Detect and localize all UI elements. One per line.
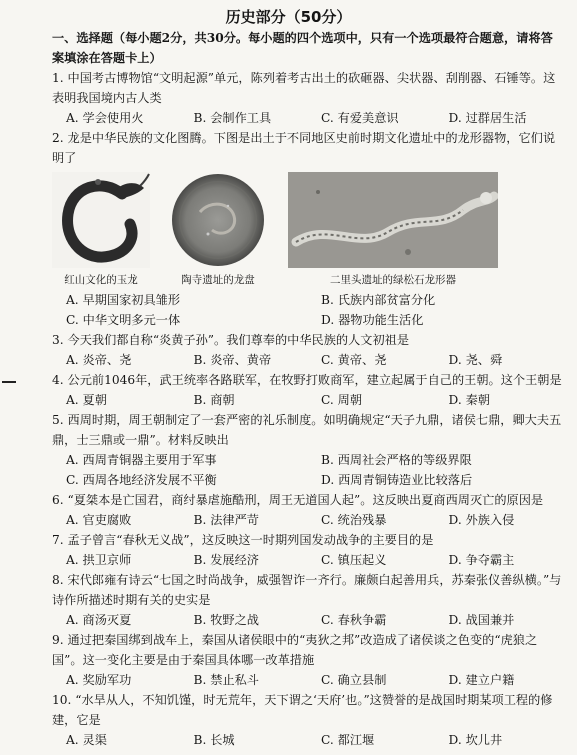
question-2-figures xyxy=(52,172,562,290)
option-c[interactable]: C. 有爱美意识 xyxy=(321,111,399,125)
option-d[interactable]: D. 尧、舜 xyxy=(448,353,503,367)
option-c[interactable]: C. 黄帝、尧 xyxy=(321,353,387,367)
option-d[interactable]: D. 外族入侵 xyxy=(448,513,515,527)
option-a[interactable]: A. 炎帝、尧 xyxy=(66,353,132,367)
figure-jade-dragon xyxy=(52,172,150,290)
option-b[interactable]: B. 会制作工具 xyxy=(193,111,272,125)
question-9-stem: 9. 通过把秦国绑到战车上，秦国从诸侯眼中的“夷狄之邦”改造成了诸侯谈之色变的“虎狼之国”。这一变化主要是由于秦国具体哪一改革措施 xyxy=(52,633,538,667)
question-2-options xyxy=(52,290,562,330)
option-c[interactable]: C. 周朝 xyxy=(321,393,363,407)
option-b[interactable]: B. 禁止私斗 xyxy=(193,673,259,687)
option-d[interactable]: D. 争夺霸主 xyxy=(448,553,515,567)
question-6-stem: 6. “夏桀本是亡国君，商纣暴虐施酷刑，周王无道国人起”。这反映出夏商西周灭亡的原因是 xyxy=(52,493,544,507)
question-5-stem: 5. 西周时期，周王朝制定了一套严密的礼乐制度。如明确规定“天子九鼎，诸侯七鼎，卿大夫五鼎，士三鼎或一鼎”。材料反映出 xyxy=(52,413,562,447)
option-b[interactable]: B. 发展经济 xyxy=(193,553,259,567)
caption-dragon-plate: 陶寺遗址的龙盘 xyxy=(181,274,255,286)
question-list xyxy=(52,28,562,750)
caption-turquoise-dragon: 二里头遗址的绿松石龙形器 xyxy=(330,274,456,286)
figure-turquoise-dragon xyxy=(288,172,498,290)
turquoise-dragon-image xyxy=(288,172,498,268)
option-c[interactable]: C. 镇压起义 xyxy=(321,553,387,567)
question-6-options xyxy=(52,510,562,530)
question-2-stem: 2. 龙是中华民族的文化图腾。下图是出土于不同地区史前时期文化遗址中的龙形器物，它们说明了 xyxy=(52,131,556,165)
question-5-options xyxy=(52,450,562,490)
option-b[interactable]: B. 牧野之战 xyxy=(193,613,259,627)
option-b[interactable]: B. 长城 xyxy=(193,733,235,747)
option-d[interactable]: D. 器物功能生活化 xyxy=(321,313,424,327)
option-a[interactable]: A. 夏朝 xyxy=(66,393,107,407)
option-c[interactable]: C. 都江堰 xyxy=(321,733,375,747)
option-d[interactable]: D. 战国兼并 xyxy=(448,613,515,627)
dragon-plate-image xyxy=(170,172,266,268)
question-4-options xyxy=(52,390,562,410)
question-1-stem: 1. 中国考古博物馆“文明起源”单元，陈列着考古出土的砍砸器、尖状器、刮削器、石锤等。这表明我国境内古人类 xyxy=(52,71,556,105)
question-3-stem: 3. 今天我们都自称“炎黄子孙”。我们尊奉的中华民族的人文初祖是 xyxy=(52,333,410,347)
question-1-options xyxy=(52,108,562,128)
question-7-stem: 7. 孟子曾言“春秋无义战”，这反映这一时期列国发动战争的主要目的是 xyxy=(52,533,434,547)
option-a[interactable]: A. 灵渠 xyxy=(66,733,107,747)
page-title: 历史部分（50分） xyxy=(225,8,352,26)
question-7-options xyxy=(52,550,562,570)
option-b[interactable]: B. 氏族内部贫富分化 xyxy=(321,293,436,307)
section-heading: 一、选择题（每小题2分，共30分。每小题的四个选项中，只有一个选项最符合题意，请将答案填涂在答题卡上） xyxy=(52,31,553,65)
option-b[interactable]: B. 炎帝、黄帝 xyxy=(193,353,272,367)
option-c[interactable]: C. 春秋争霸 xyxy=(321,613,387,627)
option-d[interactable]: D. 秦朝 xyxy=(448,393,490,407)
option-d[interactable]: D. 建立户籍 xyxy=(448,673,515,687)
option-a[interactable]: A. 拱卫京师 xyxy=(66,553,132,567)
option-c[interactable]: C. 西周各地经济发展不平衡 xyxy=(66,473,217,487)
margin-mark xyxy=(2,381,16,383)
option-a[interactable]: A. 奖励军功 xyxy=(66,673,132,687)
option-a[interactable]: A. 官吏腐败 xyxy=(66,513,132,527)
option-c[interactable]: C. 统治残暴 xyxy=(321,513,387,527)
question-9-options xyxy=(52,670,562,690)
question-8-options xyxy=(52,610,562,630)
question-4-stem: 4. 公元前1046年，武王统率各路联军，在牧野打败商军，建立起属于自己的王朝。这个王朝是 xyxy=(52,373,562,387)
option-b[interactable]: B. 西周社会严格的等级界限 xyxy=(321,453,472,467)
caption-jade-dragon: 红山文化的玉龙 xyxy=(64,274,138,286)
option-b[interactable]: B. 法律严苛 xyxy=(193,513,259,527)
option-d[interactable]: D. 过群居生活 xyxy=(448,111,527,125)
option-a[interactable]: A. 早期国家初具雏形 xyxy=(66,293,181,307)
option-a[interactable]: A. 商汤灭夏 xyxy=(66,613,132,627)
option-a[interactable]: A. 学会使用火 xyxy=(66,111,144,125)
option-c[interactable]: C. 中华文明多元一体 xyxy=(66,313,181,327)
question-10-options xyxy=(52,730,562,750)
question-3-options xyxy=(52,350,562,370)
jade-dragon-image xyxy=(52,172,150,268)
option-c[interactable]: C. 确立县制 xyxy=(321,673,387,687)
option-a[interactable]: A. 西周青铜器主要用于军事 xyxy=(66,453,217,467)
figure-dragon-plate xyxy=(164,172,272,290)
question-10-stem: 10. “水旱从人，不知饥馑，时无荒年，天下谓之‘天府’也。”这赞誉的是战国时期某项工程的修建，它是 xyxy=(52,693,553,727)
option-d[interactable]: D. 坎儿井 xyxy=(448,733,503,747)
option-b[interactable]: B. 商朝 xyxy=(193,393,235,407)
question-8-stem: 8. 宋代郎雍有诗云“七国之时尚战争，威强智诈一齐行。廉颇白起善用兵，苏秦张仪善纵横。”与诗作所描述时期有关的史实是 xyxy=(52,573,562,607)
option-d[interactable]: D. 西周青铜铸造业比较落后 xyxy=(321,473,473,487)
